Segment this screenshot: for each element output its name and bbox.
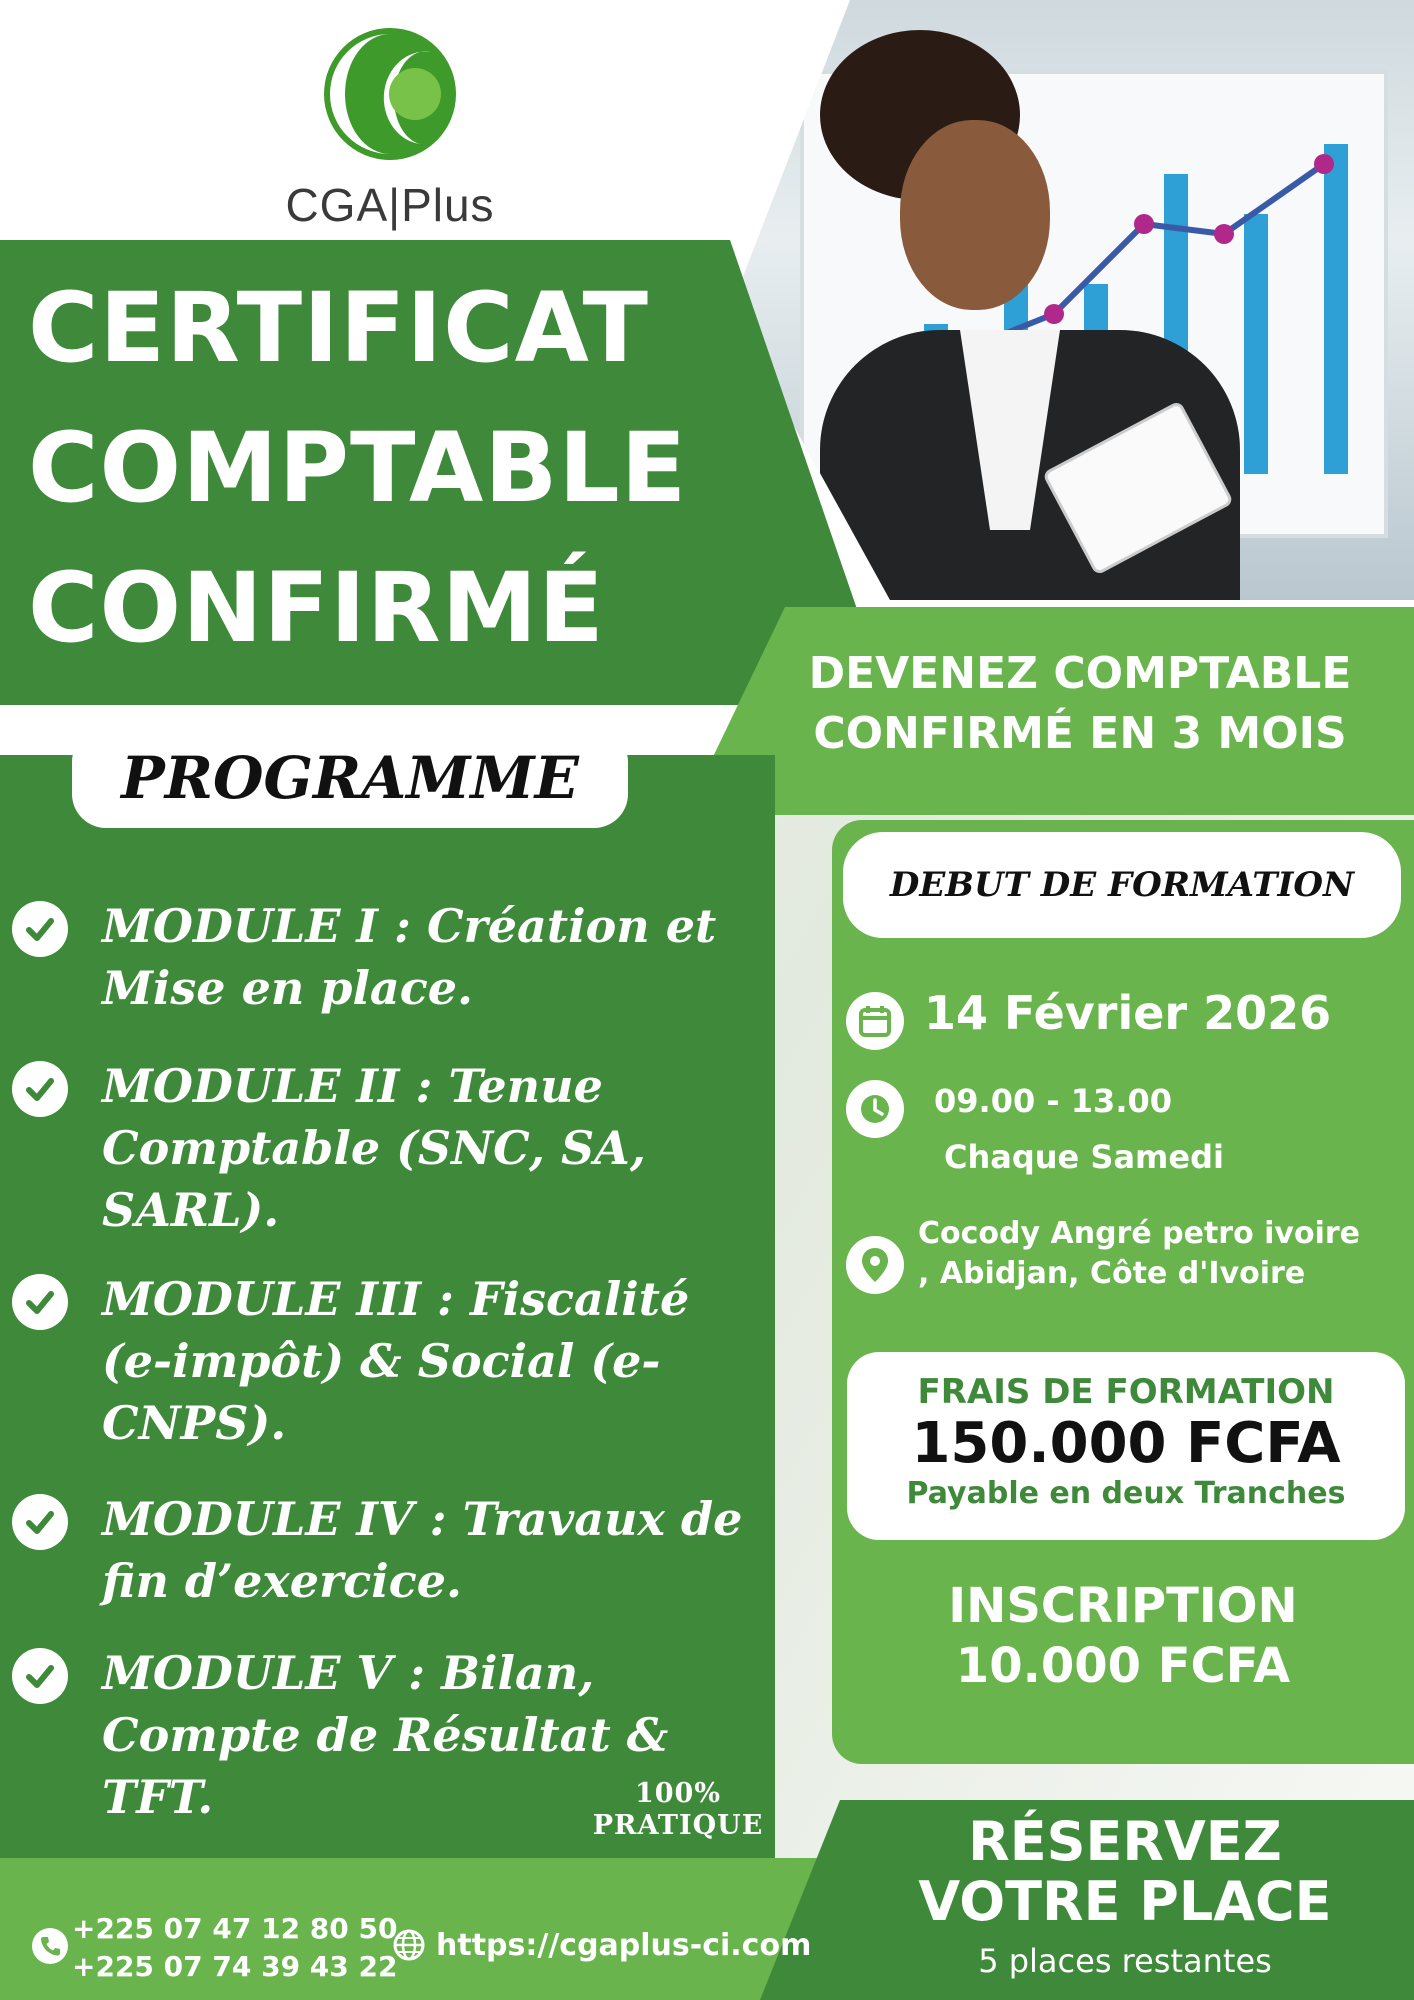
module-text: MODULE II : Tenue Comptable (SNC, SA, SARL). [102,1059,646,1237]
inscription-label: INSCRIPTION [948,1578,1298,1634]
module-item [12,1268,772,1454]
formation-heading-pill [843,832,1401,938]
pratique-badge [586,1778,770,1842]
cga-plus-logo-icon [320,24,460,164]
places-remaining: 5 places restantes [978,1942,1272,1980]
phone-number-1[interactable]: +225 07 47 12 80 50 [72,1912,398,1945]
programme-heading-pill [72,728,628,828]
check-icon [12,1274,68,1330]
module-text: MODULE I : Création et Mise en place. [102,899,717,1015]
module-text: MODULE III : Fiscalité (e-impôt) & Social (e-CNPS). [102,1272,690,1450]
class-day: Chaque Samedi [944,1138,1224,1176]
check-icon [12,1648,68,1704]
cta-line-1: RÉSERVEZ [968,1810,1282,1873]
fees-amount: 150.000 FCFA [911,1411,1341,1476]
calendar-icon [846,992,904,1050]
fees-label: FRAIS DE FORMATION [917,1372,1335,1412]
class-time: 09.00 - 13.00 [934,1082,1172,1120]
fees-box [847,1352,1405,1540]
logo-text: CGA|Plus [285,179,495,231]
location-pin-icon [846,1236,904,1294]
module-text: MODULE V : Bilan, Compte de Résultat & TFT. [102,1646,669,1824]
phone-icon [32,1928,68,1964]
fees-note: Payable en deux Tranches [906,1476,1346,1511]
start-date: 14 Février 2026 [924,986,1332,1040]
module-item [12,1055,772,1241]
inscription-amount: 10.000 FCFA [955,1638,1291,1694]
module-item [12,895,772,1019]
check-icon [12,901,68,957]
banner-line-2: CONFIRMÉ EN 3 MOIS [813,708,1347,759]
title-line-3: CONFIRMÉ [28,552,605,664]
module-item [12,1488,772,1612]
website-link[interactable]: https://cgaplus-ci.com [436,1928,812,1963]
module-text: MODULE IV : Travaux de fin d’exercice. [102,1492,743,1608]
location-line-2: , Abidjan, Côte d'Ivoire [918,1256,1306,1291]
clock-icon [846,1080,904,1138]
location-line-1: Cocody Angré petro ivoire [918,1216,1361,1251]
cta-line-2: VOTRE PLACE [918,1870,1332,1933]
pratique-line-1: 100% [634,1778,721,1809]
title-line-1: CERTIFICAT [28,272,649,384]
check-icon [12,1061,68,1117]
programme-heading: PROGRAMME [121,744,579,812]
check-icon [12,1494,68,1550]
pratique-line-2: PRATIQUE [592,1810,764,1841]
phone-number-2[interactable]: +225 07 74 39 43 22 [72,1950,398,1983]
globe-icon [392,1928,426,1962]
formation-heading: DEBUT DE FORMATION [889,865,1355,905]
banner-line-1: DEVENEZ COMPTABLE [808,648,1352,699]
title-line-2: COMPTABLE [28,412,688,524]
person-face [900,120,1050,310]
